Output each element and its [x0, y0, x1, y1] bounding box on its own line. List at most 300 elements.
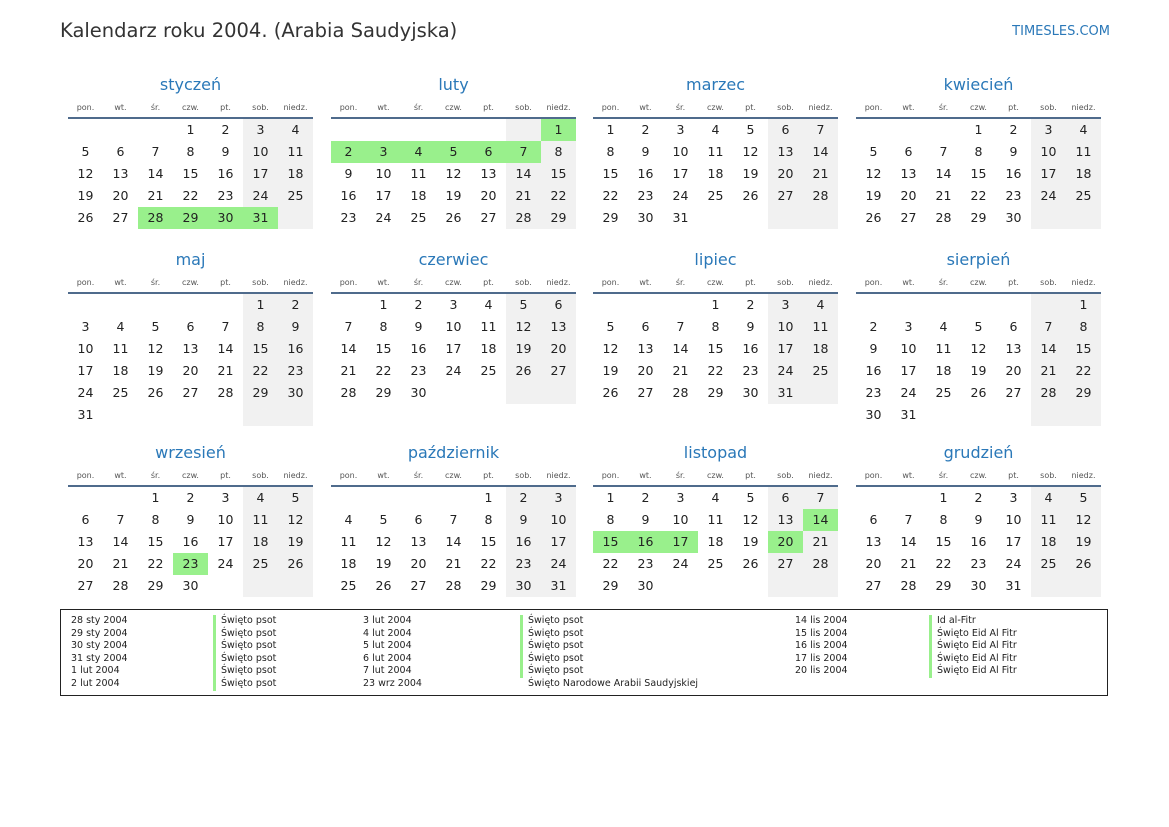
day-cell: 23	[340, 210, 357, 225]
day-cell: 16	[410, 341, 427, 356]
day-cell: 20	[900, 188, 917, 203]
day-cell: 27	[768, 185, 803, 207]
legend-holiday-name: Święto psot	[213, 628, 276, 641]
day-cell: 3	[676, 122, 685, 137]
weekday-label: wt.	[114, 278, 127, 287]
legend-holiday-name: Święto Narodowe Arabii Saudyjskiej	[528, 677, 699, 689]
weekday-header	[331, 273, 576, 294]
day-cell: 24	[900, 385, 917, 400]
empty-cell	[366, 487, 401, 509]
legend-date: 23 wrz 2004	[363, 677, 422, 689]
day-cell: 4	[344, 512, 353, 527]
day-cell: 4	[243, 487, 278, 509]
day-cell: 28	[217, 385, 234, 400]
day-cell: 19	[1066, 531, 1101, 553]
weekday-label: czw.	[970, 471, 987, 480]
day-cell: 30	[506, 575, 541, 597]
weekday-header	[68, 466, 313, 487]
empty-cell	[1031, 575, 1066, 597]
day-cell: 28	[1031, 382, 1066, 404]
day-cell: 15	[147, 534, 164, 549]
day-cell: 7	[344, 319, 353, 334]
days-grid	[68, 294, 313, 426]
weekday-label: niedz.	[546, 471, 571, 480]
day-cell: 21	[935, 188, 952, 203]
empty-cell	[733, 207, 768, 229]
day-cell: 27	[1005, 385, 1022, 400]
weekday-label: niedz.	[808, 278, 833, 287]
day-cell: 20	[112, 188, 129, 203]
weekday-label: wt.	[377, 103, 390, 112]
day-cell: 7	[803, 487, 838, 509]
day-cell: 11	[707, 512, 724, 527]
weekday-label: wt.	[902, 278, 915, 287]
weekday-header	[331, 98, 576, 119]
day-cell: 2	[278, 294, 313, 316]
day-cell: 17	[663, 531, 698, 553]
day-cell: 25	[112, 385, 129, 400]
day-cell: 21	[340, 363, 357, 378]
weekday-label: niedz.	[1071, 278, 1096, 287]
legend-date: 30 sty 2004	[71, 640, 128, 652]
day-cell: 5	[606, 319, 615, 334]
day-cell: 12	[77, 166, 94, 181]
day-cell: 1	[606, 122, 615, 137]
day-cell: 23	[865, 385, 882, 400]
day-cell: 30	[637, 578, 654, 593]
day-cell: 16	[182, 534, 199, 549]
day-cell: 24	[243, 185, 278, 207]
empty-cell	[926, 119, 961, 141]
day-cell: 5	[151, 319, 160, 334]
empty-cell	[366, 119, 401, 141]
day-cell: 15	[480, 534, 497, 549]
day-cell: 25	[243, 553, 278, 575]
day-cell: 19	[970, 363, 987, 378]
day-cell: 31	[900, 407, 917, 422]
day-cell: 17	[77, 363, 94, 378]
weekday-label: niedz.	[808, 103, 833, 112]
day-cell: 21	[803, 531, 838, 553]
day-cell: 26	[742, 556, 759, 571]
empty-cell	[243, 404, 278, 426]
day-cell: 30	[1005, 210, 1022, 225]
day-cell: 18	[243, 531, 278, 553]
month-7	[593, 247, 838, 404]
day-cell: 18	[1031, 531, 1066, 553]
day-cell: 17	[1005, 534, 1022, 549]
day-cell: 19	[865, 188, 882, 203]
legend-holiday-name: Święto psot	[213, 653, 276, 666]
day-cell: 24	[217, 556, 234, 571]
day-cell: 29	[375, 385, 392, 400]
legend-holiday-name: Święto Eid Al Fitr	[929, 640, 1017, 653]
page-title: Kalendarz roku 2004. (Arabia Saudyjska)	[60, 19, 458, 42]
day-cell: 13	[637, 341, 654, 356]
day-cell: 5	[746, 490, 755, 505]
legend-date: 7 lut 2004	[363, 665, 412, 677]
weekday-label: czw.	[970, 103, 987, 112]
weekday-header	[593, 273, 838, 294]
day-cell: 2	[641, 490, 650, 505]
day-cell: 28	[935, 210, 952, 225]
weekday-label: wt.	[639, 103, 652, 112]
empty-cell	[1066, 207, 1101, 229]
weekday-header	[68, 98, 313, 119]
day-cell: 14	[672, 341, 689, 356]
day-cell: 25	[707, 188, 724, 203]
weekday-label: pt.	[220, 103, 231, 112]
day-cell: 15	[970, 166, 987, 181]
day-cell: 29	[243, 382, 278, 404]
month-name: lipiec	[694, 250, 737, 269]
weekday-header	[856, 273, 1101, 294]
day-cell: 24	[768, 360, 803, 382]
month-name: listopad	[683, 443, 748, 462]
day-cell: 12	[742, 144, 759, 159]
weekday-label: niedz.	[283, 471, 308, 480]
day-cell: 19	[278, 531, 313, 553]
day-cell: 18	[410, 188, 427, 203]
day-cell: 24	[445, 363, 462, 378]
day-cell: 28	[445, 578, 462, 593]
day-cell: 12	[742, 512, 759, 527]
weekday-label: czw.	[707, 278, 724, 287]
legend-date: 15 lis 2004	[795, 627, 848, 639]
day-cell: 26	[77, 210, 94, 225]
weekday-label: wt.	[902, 471, 915, 480]
day-cell: 10	[900, 341, 917, 356]
days-grid	[331, 119, 576, 229]
day-cell: 24	[672, 188, 689, 203]
day-cell: 20	[1005, 363, 1022, 378]
day-cell: 8	[606, 512, 615, 527]
day-cell: 12	[865, 166, 882, 181]
legend-date: 1 lut 2004	[71, 665, 120, 677]
day-cell: 13	[112, 166, 129, 181]
empty-cell	[996, 294, 1031, 316]
empty-cell	[768, 207, 803, 229]
day-cell: 19	[602, 363, 619, 378]
empty-cell	[103, 294, 138, 316]
weekday-label: czw.	[445, 278, 462, 287]
day-cell: 14	[900, 534, 917, 549]
legend-holiday-name: Id al-Fitr	[929, 615, 1017, 628]
day-cell: 29	[970, 210, 987, 225]
weekday-label: sob.	[515, 471, 532, 480]
day-cell: 29	[173, 207, 208, 229]
day-cell: 11	[278, 141, 313, 163]
weekday-label: niedz.	[283, 103, 308, 112]
day-cell: 22	[182, 188, 199, 203]
day-cell: 9	[869, 341, 878, 356]
month-name: czerwiec	[418, 250, 489, 269]
day-cell: 7	[904, 512, 913, 527]
weekday-label: czw.	[182, 103, 199, 112]
day-cell: 16	[742, 341, 759, 356]
month-name: marzec	[685, 75, 745, 94]
day-cell: 14	[147, 166, 164, 181]
day-cell: 19	[506, 338, 541, 360]
day-cell: 3	[541, 487, 576, 509]
day-cell: 15	[707, 341, 724, 356]
weekday-label: pon.	[601, 471, 620, 480]
day-cell: 5	[436, 141, 471, 163]
day-cell: 22	[541, 185, 576, 207]
day-cell: 24	[77, 385, 94, 400]
day-cell: 8	[151, 512, 160, 527]
day-cell: 10	[672, 144, 689, 159]
day-cell: 12	[445, 166, 462, 181]
day-cell: 16	[340, 188, 357, 203]
legend-holiday-name: Święto Eid Al Fitr	[929, 628, 1017, 641]
day-cell: 5	[974, 319, 983, 334]
legend-date: 31 sty 2004	[71, 652, 128, 664]
day-cell: 10	[541, 509, 576, 531]
day-cell: 21	[803, 163, 838, 185]
weekday-label: pt.	[1008, 278, 1019, 287]
day-cell: 6	[641, 319, 650, 334]
day-cell: 25	[803, 360, 838, 382]
day-cell: 1	[379, 297, 388, 312]
day-cell: 9	[414, 319, 423, 334]
day-cell: 9	[1009, 144, 1018, 159]
weekday-label: śr.	[150, 278, 161, 287]
days-grid	[593, 119, 838, 229]
legend-dates-col-3	[795, 615, 848, 678]
day-cell: 12	[147, 341, 164, 356]
weekday-label: sob.	[252, 103, 269, 112]
day-cell: 7	[449, 512, 458, 527]
day-cell: 9	[344, 166, 353, 181]
day-cell: 22	[602, 188, 619, 203]
day-cell: 6	[904, 144, 913, 159]
day-cell: 17	[375, 188, 392, 203]
weekday-label: niedz.	[546, 278, 571, 287]
weekday-label: pt.	[483, 471, 494, 480]
day-cell: 16	[637, 166, 654, 181]
day-cell: 15	[182, 166, 199, 181]
day-cell: 20	[865, 556, 882, 571]
day-cell: 27	[541, 360, 576, 382]
legend-date: 17 lis 2004	[795, 652, 848, 664]
day-cell: 13	[77, 534, 94, 549]
weekday-label: czw.	[707, 471, 724, 480]
day-cell: 23	[278, 360, 313, 382]
day-cell: 17	[217, 534, 234, 549]
day-cell: 10	[243, 141, 278, 163]
day-cell: 6	[768, 119, 803, 141]
day-cell: 10	[672, 512, 689, 527]
day-cell: 12	[375, 534, 392, 549]
day-cell: 11	[112, 341, 129, 356]
legend-date: 20 lis 2004	[795, 665, 848, 677]
day-cell: 28	[340, 385, 357, 400]
day-cell: 6	[81, 512, 90, 527]
day-cell: 6	[768, 487, 803, 509]
weekday-label: czw.	[182, 278, 199, 287]
empty-cell	[926, 404, 961, 426]
weekday-label: czw.	[707, 103, 724, 112]
day-cell: 23	[217, 188, 234, 203]
day-cell: 20	[77, 556, 94, 571]
empty-cell	[803, 207, 838, 229]
empty-cell	[331, 487, 366, 509]
weekday-label: sob.	[777, 278, 794, 287]
day-cell: 17	[672, 166, 689, 181]
weekday-label: śr.	[413, 278, 424, 287]
day-cell: 14	[112, 534, 129, 549]
month-1	[68, 72, 313, 229]
day-cell: 11	[935, 341, 952, 356]
month-name: kwiecień	[943, 75, 1014, 94]
weekday-label: pon.	[864, 278, 883, 287]
day-cell: 24	[541, 553, 576, 575]
empty-cell	[243, 575, 278, 597]
day-cell: 3	[1009, 490, 1018, 505]
legend-date: 16 lis 2004	[795, 640, 848, 652]
weekday-label: niedz.	[808, 471, 833, 480]
day-cell: 31	[768, 382, 803, 404]
weekday-label: śr.	[150, 103, 161, 112]
weekday-label: pt.	[483, 103, 494, 112]
month-6	[331, 247, 576, 404]
day-cell: 12	[1066, 509, 1101, 531]
day-cell: 29	[541, 207, 576, 229]
weekday-label: pon.	[601, 103, 620, 112]
day-cell: 29	[707, 385, 724, 400]
empty-cell	[803, 575, 838, 597]
weekday-label: śr.	[413, 471, 424, 480]
weekday-label: wt.	[377, 278, 390, 287]
day-cell: 9	[641, 512, 650, 527]
day-cell: 30	[410, 385, 427, 400]
legend-holiday-name: Święto psot	[213, 665, 276, 678]
day-cell: 23	[970, 556, 987, 571]
empty-cell	[856, 294, 891, 316]
empty-cell	[103, 119, 138, 141]
day-cell: 22	[602, 556, 619, 571]
weekday-label: śr.	[150, 471, 161, 480]
day-cell: 15	[593, 531, 628, 553]
day-cell: 24	[1005, 556, 1022, 571]
legend-holiday-name: Święto psot	[213, 678, 276, 691]
day-cell: 9	[974, 512, 983, 527]
day-cell: 29	[935, 578, 952, 593]
legend-dates-col-1	[71, 615, 128, 691]
day-cell: 15	[243, 338, 278, 360]
day-cell: 17	[900, 363, 917, 378]
day-cell: 9	[746, 319, 755, 334]
empty-cell	[138, 294, 173, 316]
day-cell: 30	[742, 385, 759, 400]
empty-cell	[1066, 575, 1101, 597]
day-cell: 20	[637, 363, 654, 378]
day-cell: 26	[278, 553, 313, 575]
day-cell: 10	[77, 341, 94, 356]
day-cell: 14	[340, 341, 357, 356]
day-cell: 2	[1009, 122, 1018, 137]
day-cell: 7	[221, 319, 230, 334]
day-cell: 26	[1066, 553, 1101, 575]
day-cell: 24	[672, 556, 689, 571]
months-grid	[68, 72, 1101, 602]
weekday-label: pon.	[76, 278, 95, 287]
day-cell: 27	[410, 578, 427, 593]
day-cell: 17	[1031, 163, 1066, 185]
weekday-label: niedz.	[283, 278, 308, 287]
weekday-label: czw.	[445, 103, 462, 112]
legend-holiday-name: Święto psot	[213, 640, 276, 653]
legend-holiday-name: Święto Eid Al Fitr	[929, 665, 1017, 678]
weekday-label: sob.	[777, 471, 794, 480]
empty-cell	[891, 119, 926, 141]
month-12	[856, 440, 1101, 597]
day-cell: 31	[77, 407, 94, 422]
day-cell: 2	[746, 297, 755, 312]
day-cell: 23	[637, 556, 654, 571]
empty-cell	[278, 207, 313, 229]
legend-holiday-name: Święto psot	[520, 665, 698, 678]
day-cell: 11	[803, 316, 838, 338]
weekday-label: pon.	[76, 103, 95, 112]
day-cell: 22	[480, 556, 497, 571]
day-cell: 14	[217, 341, 234, 356]
day-cell: 20	[182, 363, 199, 378]
day-cell: 4	[278, 119, 313, 141]
day-cell: 18	[480, 341, 497, 356]
legend-holiday-name: Święto psot	[213, 615, 276, 628]
weekday-label: pon.	[76, 471, 95, 480]
empty-cell	[331, 119, 366, 141]
day-cell: 15	[602, 166, 619, 181]
day-cell: 12	[506, 316, 541, 338]
weekday-label: śr.	[675, 278, 686, 287]
day-cell: 22	[935, 556, 952, 571]
legend-date: 28 sty 2004	[71, 615, 128, 626]
day-cell: 30	[637, 210, 654, 225]
day-cell: 7	[151, 144, 160, 159]
day-cell: 12	[602, 341, 619, 356]
day-cell: 7	[803, 119, 838, 141]
day-cell: 17	[768, 338, 803, 360]
day-cell: 4	[484, 297, 493, 312]
day-cell: 21	[506, 185, 541, 207]
holiday-legend	[60, 609, 1108, 696]
day-cell: 26	[970, 385, 987, 400]
day-cell: 28	[138, 207, 173, 229]
day-cell: 3	[904, 319, 913, 334]
day-cell: 12	[970, 341, 987, 356]
site-link[interactable]: TIMESLES.COM	[1012, 24, 1110, 39]
day-cell: 18	[340, 556, 357, 571]
day-cell: 4	[1031, 487, 1066, 509]
day-cell: 16	[278, 338, 313, 360]
empty-cell	[138, 119, 173, 141]
weekday-label: śr.	[675, 471, 686, 480]
day-cell: 2	[506, 487, 541, 509]
day-cell: 3	[243, 119, 278, 141]
weekday-label: pt.	[1008, 471, 1019, 480]
day-cell: 26	[865, 210, 882, 225]
weekday-label: czw.	[445, 471, 462, 480]
day-cell: 1	[186, 122, 195, 137]
empty-cell	[891, 294, 926, 316]
weekday-label: pt.	[745, 471, 756, 480]
day-cell: 11	[243, 509, 278, 531]
day-cell: 26	[147, 385, 164, 400]
weekday-label: pon.	[339, 471, 358, 480]
